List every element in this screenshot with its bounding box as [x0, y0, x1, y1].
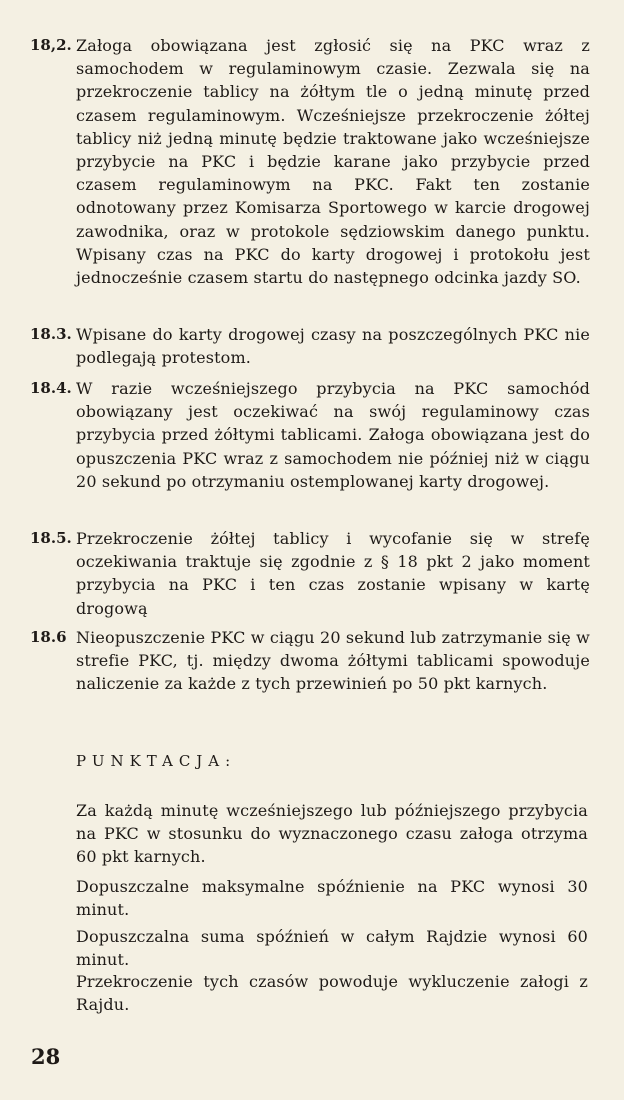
rule-text: Wpisane do karty drogowej czasy na poszczególnych PKC nie podlegają protestom. — [76, 325, 590, 368]
rule-text: Przekroczenie żółtej tablicy i wycofanie się w strefę oczekiwania traktuje się zgodnie z § 18 pkt 2 jako moment przybycia na PKC i ten czas zostanie wpisany w kartę drogową — [76, 529, 590, 618]
scoring-paragraph: Przekroczenie tych czasów powoduje wykluczenie załogi z Rajdu. — [76, 972, 588, 1015]
scoring-paragraph: Dopuszczalne maksymalne spóźnienie na PKC wynosi 30 minut. — [76, 877, 588, 920]
rule-18-4 — [30, 377, 590, 493]
rule-18-2 — [30, 34, 590, 289]
rule-18-3 — [30, 323, 590, 369]
rule-text: Nieopuszczenie PKC w ciągu 20 sekund lub zatrzymanie się w strefie PKC, tj. między dwoma żółtymi tablicami spowoduje naliczenie za każde z tych przewinień po 50 pkt karnych. — [76, 628, 590, 694]
rule-18-5 — [30, 527, 590, 620]
rule-number: 18,2. — [30, 36, 72, 54]
rule-number: 18.5. — [30, 529, 72, 547]
scoring-paragraph: Za każdą minutę wcześniejszego lub późniejszego przybycia na PKC w stosunku do wyznaczonego czasu załoga otrzyma 60 pkt karnych. — [76, 801, 588, 867]
rule-text: W razie wcześniejszego przybycia na PKC samochód obowiązany jest oczekiwać na swój regulaminowy czas przybycia przed żółtymi tablicami. Załoga obowiązana jest do opuszczenia PKC wraz z samochodem nie później niż w ciągu 20 sekund po otrzymaniu ostemplowanej karty drogowej. — [76, 379, 590, 491]
rule-text: Załoga obowiązana jest zgłosić się na PKC wraz z samochodem w regulaminowym czasie. Zezwala się na przekroczenie tablicy na żółtym tle o jedną minutę przed czasem regulaminowym. Wcześniejsze przekroczenie żółtej tablicy niż jedną minutę będzie traktowane jako wcześniejsze przybycie na PKC i będzie karane jako przybycie przed czasem regulaminowym na PKC. Fakt ten zostanie odnotowany przez Komisarza Sportowego w karcie drogowej zawodnika, oraz w protokole sędziowskim danego punktu. Wpisany czas na PKC do karty drogowej i protokołu jest jednocześnie czasem startu do następnego odcinka jazdy SO. — [76, 36, 590, 288]
rule-number: 18.4. — [30, 379, 72, 397]
rule-18-6 — [30, 626, 590, 696]
scoring-heading: PUNKTACJA: — [76, 752, 237, 770]
scoring-paragraph: Dopuszczalna suma spóźnień w całym Rajdzie wynosi 60 minut. — [76, 927, 588, 970]
rule-number: 18.6 — [30, 628, 67, 646]
rule-number: 18.3. — [30, 325, 72, 343]
page-number: 28 — [31, 1044, 61, 1069]
